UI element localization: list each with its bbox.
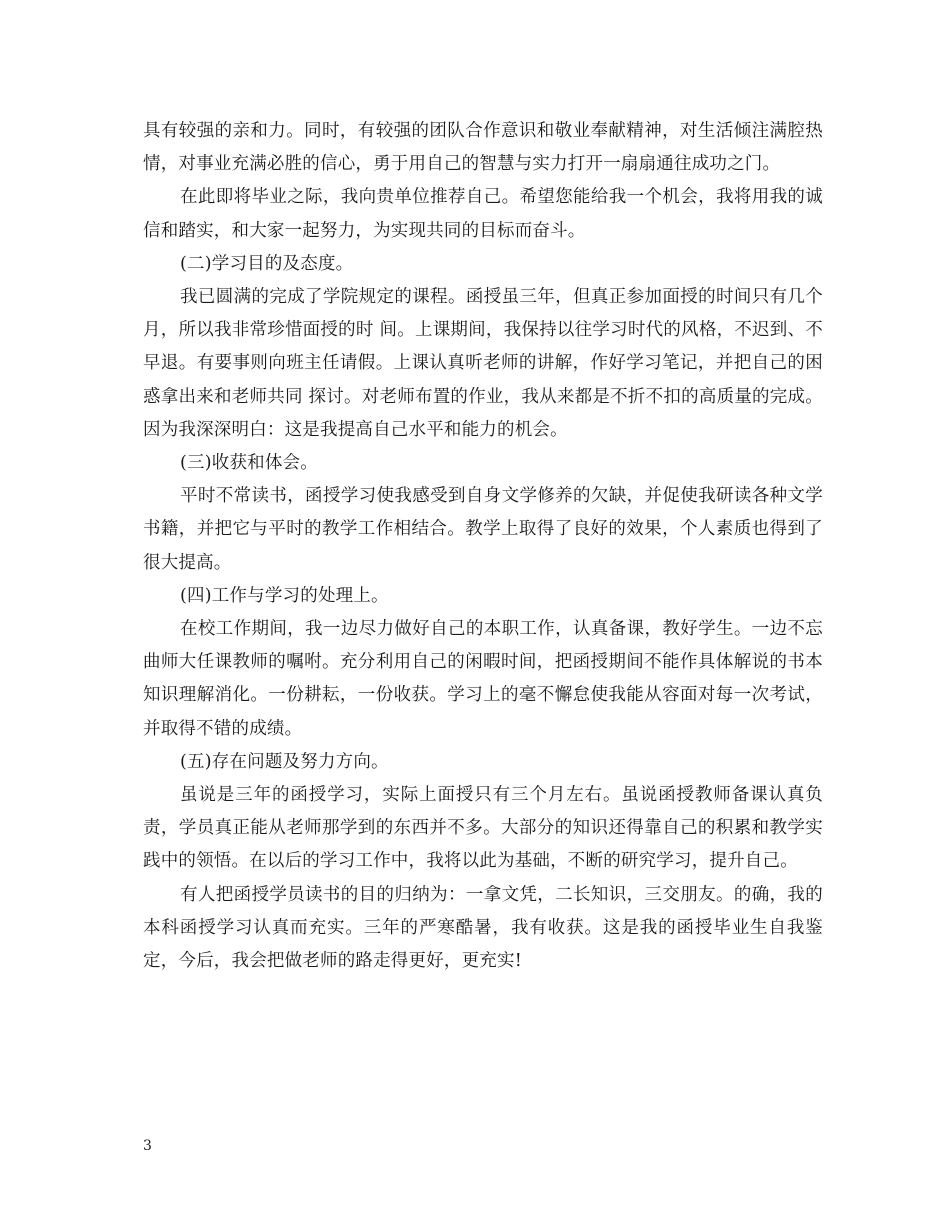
paragraph-problems: 虽说是三年的函授学习，实际上面授只有三个月左右。虽说函授教师备课认真负责，学员真正能从老师那学到的东西并不多。大部分的知识还得靠自己的积累和教学实践中的领悟。在以后的学习工作中，我将以此为基础，不断的研究学习，提升自己。 <box>143 785 823 872</box>
paragraph-continuation: 具有较强的亲和力。同时，有较强的团队合作意识和敬业奉献精神，对生活倾注满腔热情，对事业充满必胜的信心，勇于用自己的智慧与实力打开一扇扇通往成功之门。 <box>143 121 823 175</box>
section-heading-work-study: (四)工作与学习的处理上。 <box>180 585 389 606</box>
section-heading-study-purpose: (二)学习目的及态度。 <box>180 253 354 274</box>
paragraph-conclusion: 有人把函授学员读书的目的归纳为：一拿文凭，二长知识，三交朋友。的确，我的本科函授学习认真而充实。三年的严寒酷暑，我有收获。这是我的函授毕业生自我鉴定，今后，我会把做老师的路走得更好，更充实! <box>143 884 823 972</box>
paragraph-gains: 平时不常读书，函授学习使我感受到自身文学修养的欠缺，并促使我研读各种文学书籍，并把它与平时的教学工作相结合。教学上取得了良好的效果，个人素质也得到了很大提高。 <box>143 486 823 573</box>
section-heading-problems: (五)存在问题及努力方向。 <box>180 751 389 772</box>
paragraph-recommendation: 在此即将毕业之际，我向贵单位推荐自己。希望您能给我一个机会，我将用我的诚信和踏实，和大家一起努力，为实现共同的目标而奋斗。 <box>143 187 823 241</box>
body-text <box>143 115 823 978</box>
section-heading-gains: (三)收获和体会。 <box>180 453 318 474</box>
paragraph-work-study: 在校工作期间，我一边尽力做好自己的本职工作，认真备课，教好学生。一边不忘曲师大任课教师的嘱咐。充分利用自己的闲暇时间，把函授期间不能作具体解说的书本知识理解消化。一份耕耘，一份收获。学习上的毫不懈怠使我能从容面对每一次考试，并取得不错的成绩。 <box>143 619 823 739</box>
page-number: 3 <box>143 1138 152 1154</box>
paragraph-study-purpose: 我已圆满的完成了学院规定的课程。函授虽三年，但真正参加面授的时间只有几个月，所以我非常珍惜面授的时 间。上课期间，我保持以往学习时代的风格，不迟到、不早退。有要事则向班主任请假。上课认真听老师的讲解，作好学习笔记，并把自己的困惑拿出来和老师共同 探讨。对老师布置的作业，我从来都是不折不扣的高质量的完成。因为我深深明白：这是我提高自己水平和能力的机会。 <box>143 287 823 440</box>
